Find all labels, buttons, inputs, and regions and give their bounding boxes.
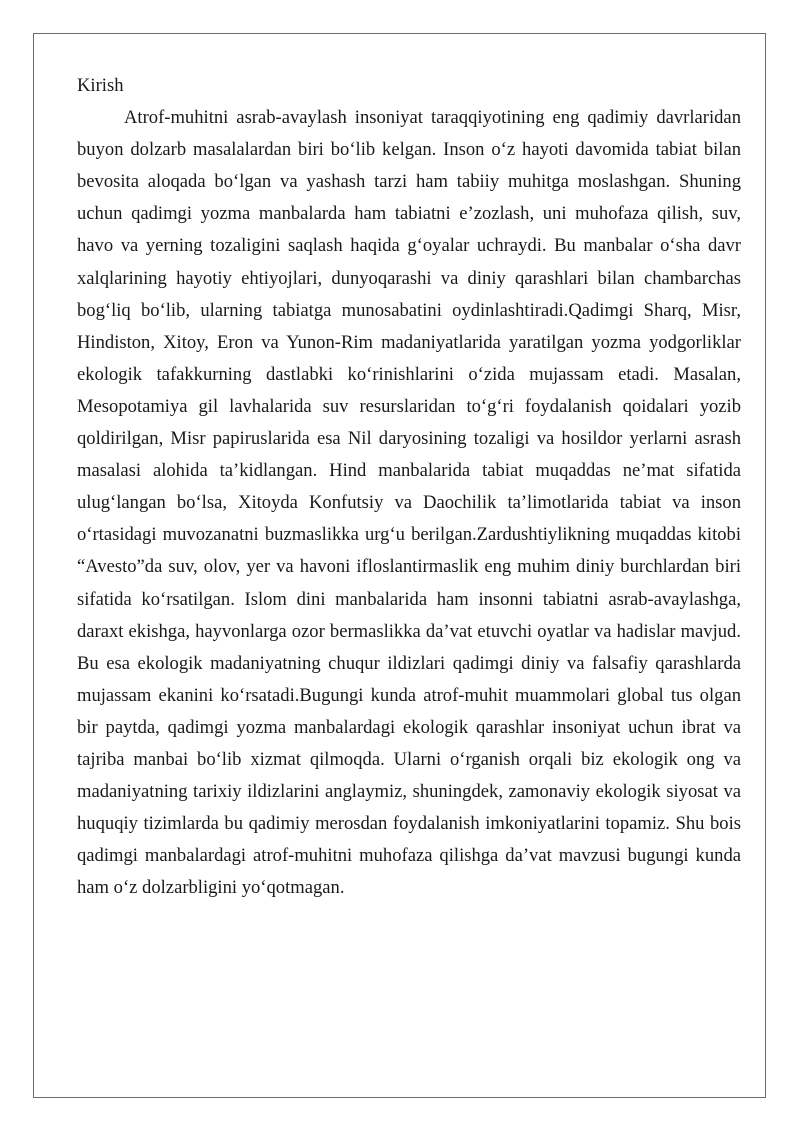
section-heading: Kirish [77, 75, 124, 96]
document-body [77, 70, 741, 904]
body-paragraph: Atrof-muhitni asrab-avaylash insoniyat taraqqiyotining eng qadimiy davrlaridan buyon dolzarb masalalardan biri bo‘lib kelgan. Inson o‘z hayoti davomida tabiat bilan bevosita aloqada bo‘lgan va yashash tarzi ham tabiiy muhitga moslashgan. Shuning uchun qadimgi yozma manbalarda ham tabiatni e’zozlash, uni muhofaza qilish, suv, havo va yerning tozaligini saqlash haqida g‘oyalar uchraydi. Bu manbalar o‘sha davr xalqlarining hayotiy ehtiyojlari, dunyoqarashi va diniy qarashlari bilan chambarchas bog‘liq bo‘lib, ularning tabiatga munosabatini oydinlashtiradi.Qadimgi Sharq, Misr, Hindiston, Xitoy, Eron va Yunon-Rim madaniyatlarida yaratilgan yozma yodgorliklar ekologik tafakkurning dastlabki ko‘rinishlarini o‘zida mujassam etadi. Masalan, Mesopotamiya gil lavhalarida suv resurslaridan to‘g‘ri foydalanish qoidalari yozib qoldirilgan, Misr papiruslarida esa Nil daryosining tozaligi va hosildor yerlarni asrash masalasi alohida ta’kidlangan. Hind manbalarida tabiat muqaddas ne’mat sifatida ulug‘langan bo‘lsa, Xitoyda Konfutsiy va Daochilik ta’limotlarida tabiat va inson o‘rtasidagi muvozanatni buzmaslikka urg‘u berilgan.Zardushtiylikning muqaddas kitobi “Avesto”da suv, olov, yer va havoni ifloslantirmaslik eng muhim diniy burchlardan biri sifatida ko‘rsatilgan. Islom dini manbalarida ham insonni tabiatni asrab-avaylashga, daraxt ekishga, hayvonlarga ozor bermaslikka da’vat etuvchi oyatlar va hadislar mavjud. Bu esa ekologik madaniyatning chuqur ildizlari qadimgi diniy va falsafiy qarashlarda mujassam ekanini ko‘rsatadi.Bugungi kunda atrof-muhit muammolari global tus olgan bir paytda, qadimgi yozma manbalardagi ekologik qarashlar insoniyat uchun ibrat va tajriba manbai bo‘lib xizmat qilmoqda. Ularni o‘rganish orqali biz ekologik ong va madaniyatning tarixiy ildizlarini anglaymiz, shuningdek, zamonaviy ekologik siyosat va huquqiy tizimlarda bu qadimiy merosdan foydalanish imkoniyatlarini topamiz. Shu bois qadimgi manbalardagi atrof-muhitni muhofaza qilishga da’vat mavzusi bugungi kunda ham o‘z dolzarbligini yo‘qotmagan. [77, 107, 741, 899]
